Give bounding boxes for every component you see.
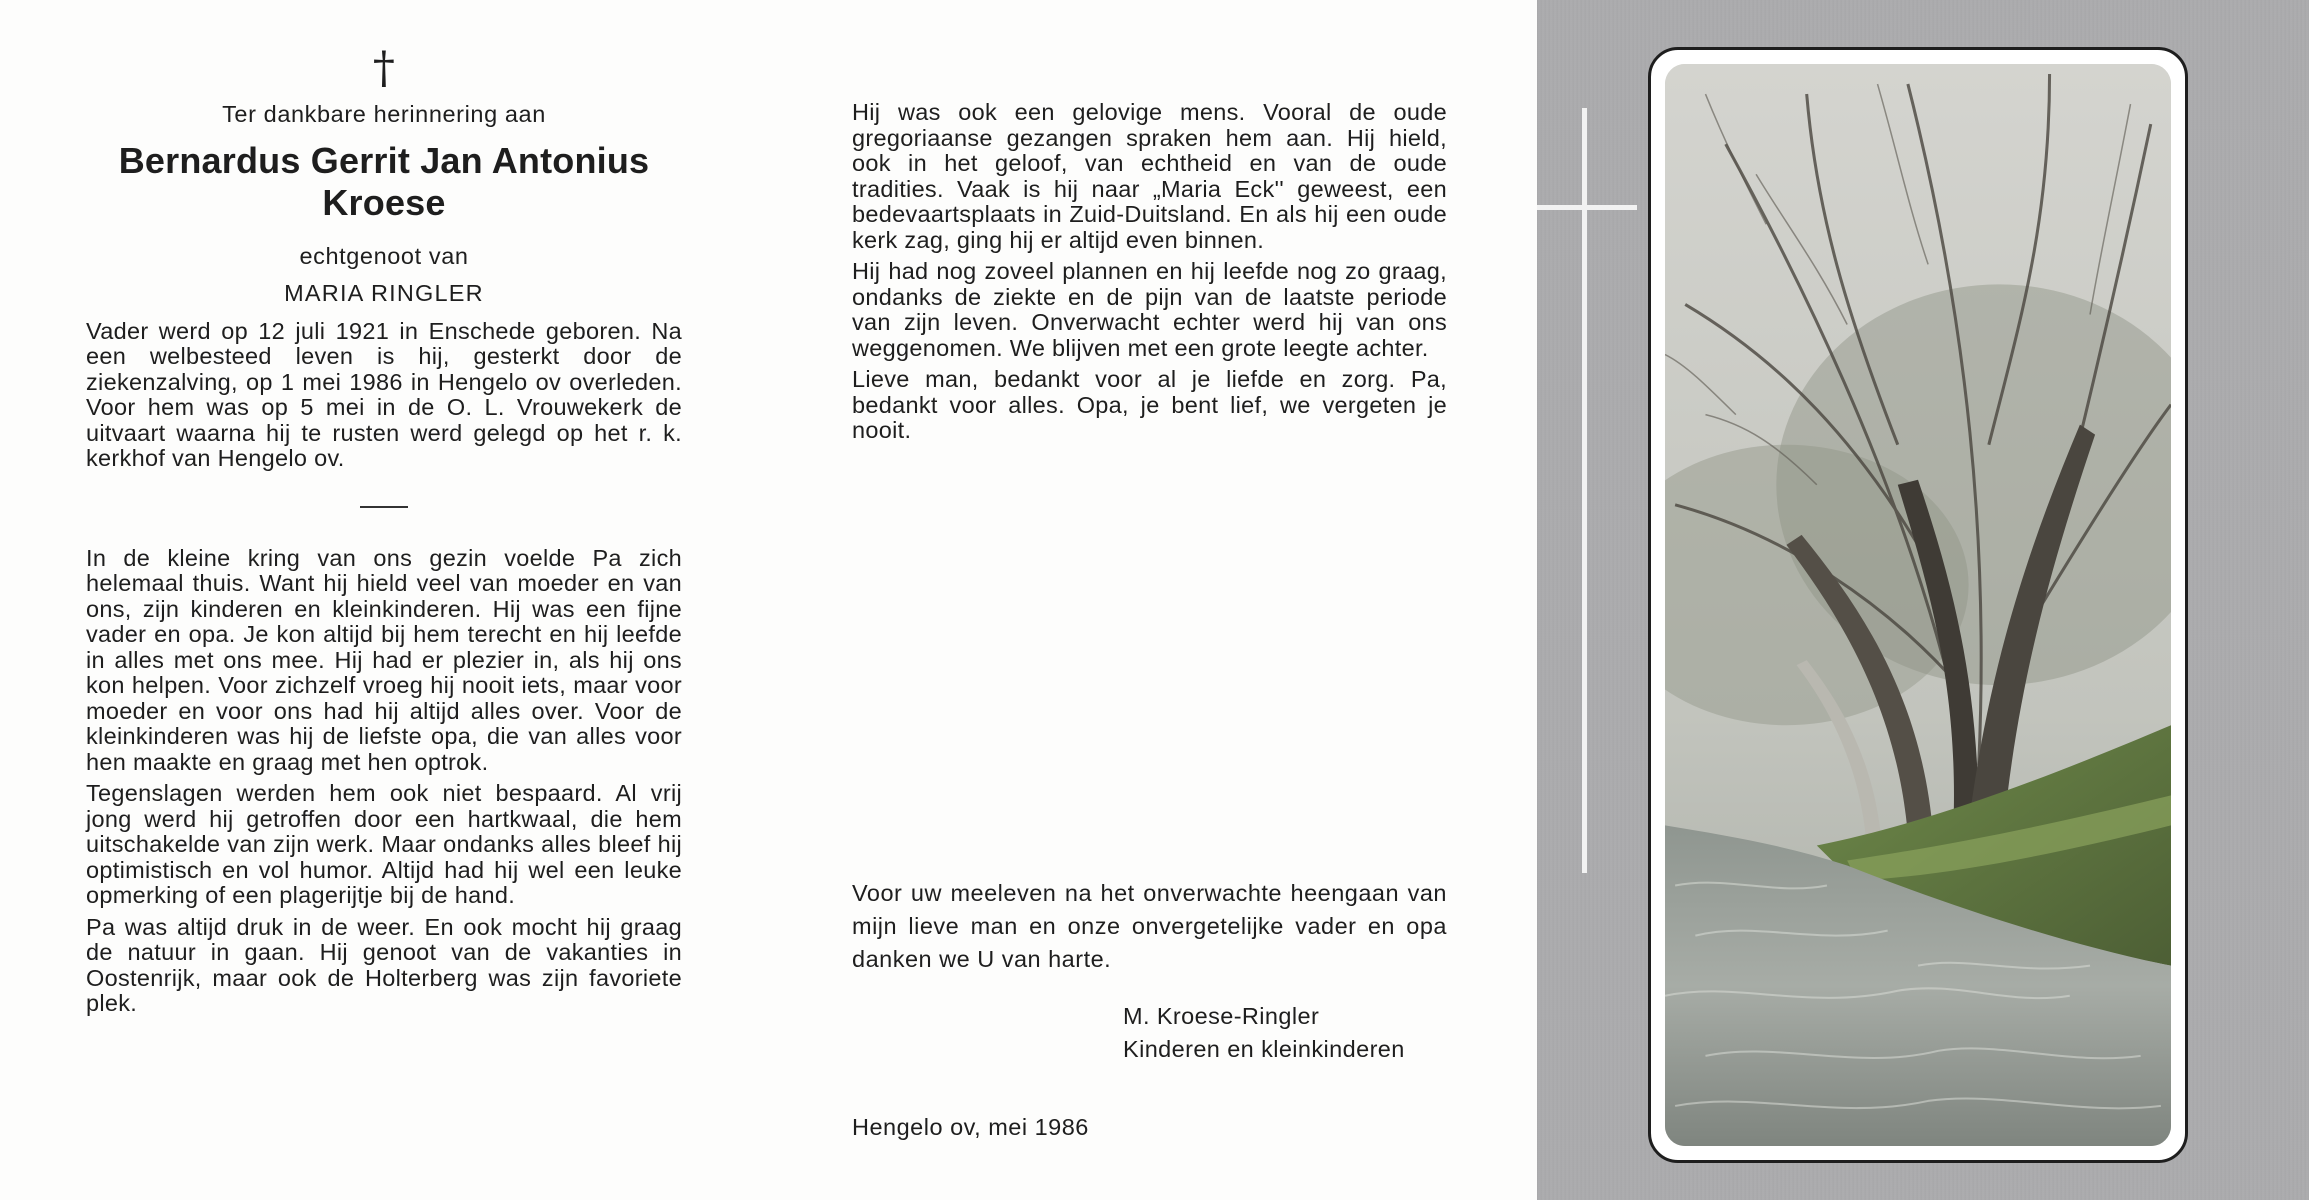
thanks-text: Voor uw meeleven na het onverwachte heengaan van mijn lieve man en onze onvergetelijke vader en opa danken we U van harte. [852,880,1447,972]
signature-name: M. Kroese-Ringler [1123,1003,1320,1029]
life-dates-text: Vader werd op 12 juli 1921 in Enschede geboren. Na een welbesteed leven is hij, gesterkt door de ziekenzalving, op 1 mei 1986 in Hengelo ov overleden. Voor hem was op 5 mei in de O. L. Vrouwekerk de uitvaart waarna hij te rusten werd gelegd op het r. k. kerkhof van Hengelo ov. [86,317,682,471]
paragraph: Pa was altijd druk in de weer. En ook mocht hij graag de natuur in gaan. Hij genoot van de vakanties in Oostenrijk, maar ook de Holterberg was zijn favoriete plek. [86,913,682,1016]
photo-frame [1648,47,2188,1163]
photo-panel [1537,0,2309,1200]
place-date: Hengelo ov, mei 1986 [852,1114,1089,1140]
river-trees-photo [1665,64,2171,1146]
thanks-block [852,877,1447,976]
deceased-name-line-2: Kroese [322,181,446,223]
middle-column [852,100,1447,450]
divider [360,506,408,508]
intro-text: Ter dankbare herinnering aan [222,101,546,127]
left-column [86,43,682,1023]
signature-block [1123,1000,1405,1066]
cross-horizontal-line [1537,205,1637,210]
paragraph: Lieve man, bedankt voor al je liefde en zorg. Pa, bedankt voor alles. Opa, je bent lief, we vergeten je nooit. [852,366,1447,443]
paragraph: Tegenslagen werden hem ook niet bespaard. Al vrij jong werd hij getroffen door een hartkwaal, die hem uitschakelde van zijn werk. Maar ondanks alles bleef hij optimistisch en vol humor. Altijd had hij wel een leuke opmerking of een plagerijtje bij de hand. [86,780,682,908]
cross-vertical-line [1582,108,1587,873]
deceased-name-line-1: Bernardus Gerrit Jan Antonius [118,139,650,181]
cross-icon: † [372,43,396,94]
paragraph: In de kleine kring van ons gezin voelde Pa zich helemaal thuis. Want hij hield veel van moeder en van ons, zijn kinderen en kleinkinderen. Hij was een fijne vader en opa. Je kon altijd bij hem terecht en hij leefde in alles met ons mee. Hij had er plezier in, als hij ons kon helpen. Voor zichzelf vroeg hij nooit iets, maar voor moeder en voor ons had hij altijd alles over. Voor de kleinkinderen was hij de liefste opa, die van alles voor hen maakte en graag met hen optrok. [86,544,682,775]
paragraph: Hij had nog zoveel plannen en hij leefde nog zo graag, ondanks de ziekte en de pijn van de laatste periode van zijn leven. Onverwacht echter werd hij van ons weggenomen. We blijven met een grote leegte achter. [852,258,1447,361]
paragraph: Hij was ook een gelovige mens. Vooral de oude gregoriaanse gezangen spraken hem aan. Hij hield, ook in het geloof, van echtheid en van de oude tradities. Vaak is hij naar „Maria Eck'' geweest, een bedevaartsplaats in Zuid-Duitsland. En als hij een oude kerk zag, ging hij er altijd even binnen. [852,99,1447,253]
signature-family: Kinderen en kleinkinderen [1123,1036,1405,1062]
spouse-name: MARIA RINGLER [284,280,484,306]
landscape-illustration [1665,64,2171,1146]
spouse-intro: echtgenoot van [299,242,469,269]
